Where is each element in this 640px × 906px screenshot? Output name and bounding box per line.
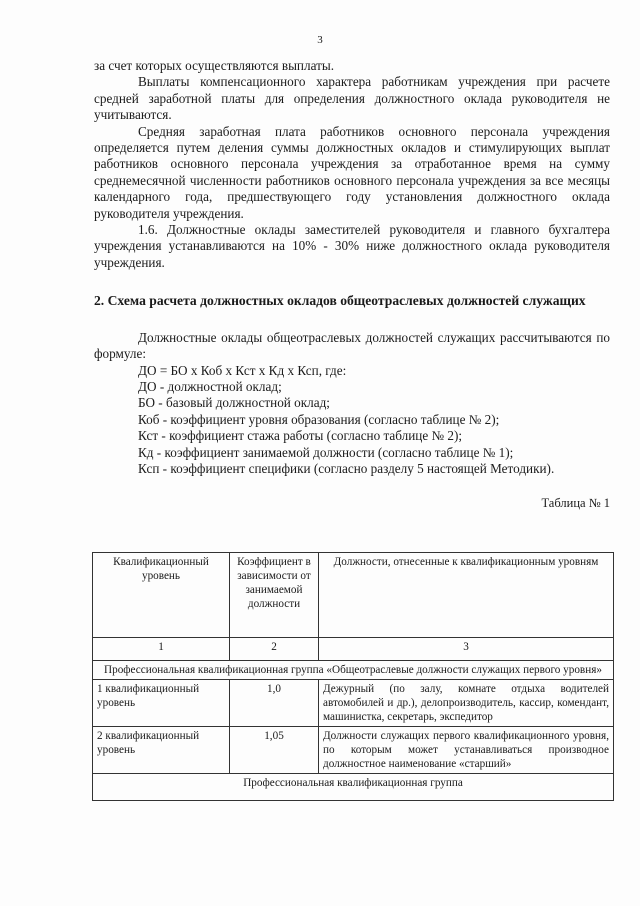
formula-line: Кд - коэффициент занимаемой должности (согласно таблице № 1); xyxy=(138,444,514,460)
formula-line: Кст - коэффициент стажа работы (согласно таблице № 2); xyxy=(138,428,463,444)
column-number-row xyxy=(93,638,614,661)
paragraph: за счет которых осуществляются выплаты. xyxy=(94,58,335,73)
group-title: Профессиональная квалификационная группа xyxy=(93,774,614,801)
paragraph: Выплаты компенсационного характера работникам учреждения при расчете средней заработной платы для определения должностного оклада руководителя не учитываются. xyxy=(94,74,610,123)
section-heading: 2. Схема расчета должностных окладов общеотраслевых должностей служащих xyxy=(94,293,586,309)
formula-intro: Должностные оклады общеотраслевых должностей служащих рассчитываются по формуле: xyxy=(94,329,610,362)
formula-line: Ксп - коэффициент специфики (согласно разделу 5 настоящей Методики). xyxy=(138,460,555,476)
header-coefficient: Коэффициент в зависимости от занимаемой должности xyxy=(230,553,319,638)
level-cell: 2 квалификационный уровень xyxy=(93,727,230,774)
coefficient-cell: 1,0 xyxy=(230,680,319,727)
positions-cell: Дежурный (по залу, комнате отдыха водителей автомобилей и др.), делопроизводитель, кассир, комендант, машинистка, секретарь, экспедитор xyxy=(319,680,614,727)
formula-line: ДО - должностной оклад; xyxy=(138,378,282,394)
header-positions: Должности, отнесенные к квалификационным уровням xyxy=(319,553,614,638)
formula-line: Коб - коэффициент уровня образования (согласно таблице № 2); xyxy=(138,411,500,427)
column-number: 1 xyxy=(93,638,230,661)
paragraph: Средняя заработная плата работников основного персонала учреждения определяется путем деления суммы должностных окладов и стимулирующих выплат работников основного персонала учреждения за отработанное время на сумму среднемесячной численности работников основного персонала учреждения за все месяцы календарного года, предшествующего году установления должностного оклада руководителя учреждения. xyxy=(94,123,610,221)
coefficient-cell: 1,05 xyxy=(230,727,319,774)
table-header-row xyxy=(93,553,614,638)
group-row xyxy=(93,774,614,801)
level-cell: 1 квалификационный уровень xyxy=(93,680,230,727)
formula-line: БО - базовый должностной оклад; xyxy=(138,395,330,411)
qualification-table xyxy=(92,552,614,801)
table-row xyxy=(93,727,614,774)
group-title: Профессиональная квалификационная группа «Общеотраслевые должности служащих первого уровня» xyxy=(93,661,614,680)
header-level: Квалификационный уровень xyxy=(93,553,230,638)
table-row xyxy=(93,680,614,727)
table-caption: Таблица № 1 xyxy=(541,496,610,511)
paragraph: 1.6. Должностные оклады заместителей руководителя и главного бухгалтера учреждения устанавливаются на 10% - 30% ниже должностного оклада руководителя учреждения. xyxy=(94,222,610,270)
column-number: 2 xyxy=(230,638,319,661)
page-number: 3 xyxy=(317,34,323,46)
document-body xyxy=(94,58,610,528)
column-number: 3 xyxy=(319,638,614,661)
formula-line: ДО = БО х Коб х Кст х Кд х Ксп, где: xyxy=(138,362,347,378)
positions-cell: Должности служащих первого квалификационного уровня, по которым может устанавливаться производное должностное наименование «старший» xyxy=(319,727,614,774)
group-row xyxy=(93,661,614,680)
